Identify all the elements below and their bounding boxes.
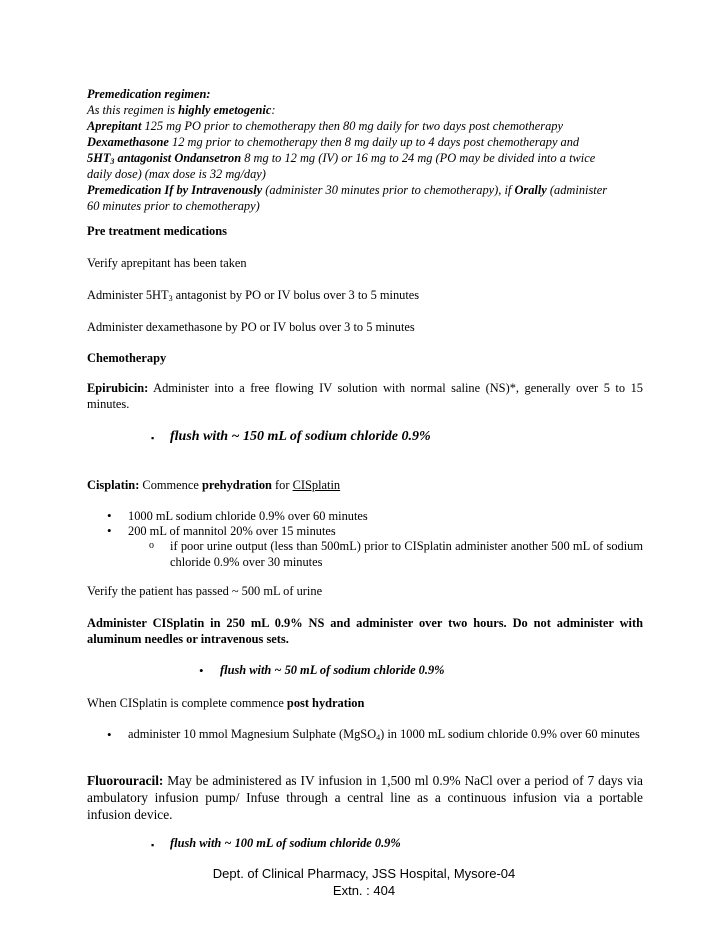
cisplatin-bullet-2: 200 mL of mannitol 20% over 15 minutes [128,524,336,538]
cisplatin-bullet-1: 1000 mL sodium chloride 0.9% over 60 minutes [128,509,368,523]
aprepitant-line: Aprepitant 125 mg PO prior to chemotherapy then 80 mg daily for two days post chemotherapy [87,119,563,133]
ondansetron-line: $5HT_3$ antagonist Ondansetron 8 mg to 12 mg (IV) or 16 mg to 24 mg (PO may be divided into a twice [87,151,596,166]
cisplatin-flush: flush with ~ 50 mL of sodium chloride 0.9% [220,663,445,677]
fluorouracil-flush: flush with ~ 100 mL of sodium chloride 0.9% [170,836,401,850]
epirubicin-flush: flush with ~ 150 mL of sodium chloride 0.9% [170,429,431,444]
post-hydration-line: When CISplatin is complete commence post hydration [87,696,365,710]
pretreatment-heading: Pre treatment medications [87,224,227,238]
footer-extension: Extn. : 404 [332,883,396,898]
bullet-dot-icon: • [107,523,112,538]
premedication-intro: As this regimen is highly emetogenic: [87,103,276,117]
administer-dexamethasone: Administer dexamethasone by PO or IV bolus over 3 to 5 minutes [87,320,415,334]
bullet-dot-icon: • [107,727,112,742]
page-footer [0,865,728,899]
fluorouracil-paragraph: Fluorouracil: May be administered as IV infusion in 1,500 ml 0.9% NaCl over a period of 7 days via ambulatory infusion pump/ Infuse through a central line as a continuous infusion via a portable infusion device. [87,773,643,822]
route-line-2: 60 minutes prior to chemotherapy) [87,199,260,213]
magnesium-bullet: administer 10 mmol Magnesium Sulphate (MgSO$_4$) in 1000 mL sodium chloride 0.9% over 60 minutes [128,727,640,742]
footer-department: Dept. of Clinical Pharmacy, JSS Hospital, Mysore-04 [212,866,516,881]
chemotherapy-heading: Chemotherapy [87,351,167,365]
square-bullet-icon: ▪ [151,433,155,443]
premedication-section [87,86,643,214]
sub-bullet-circle-icon: o [149,540,154,551]
epirubicin-paragraph: Epirubicin: Administer into a free flowing IV solution with normal saline (NS)*, generally over 5 to 15 minutes. [87,381,643,411]
administer-cisplatin: Administer CISplatin in 250 mL 0.9% NS and administer over two hours. Do not administer with aluminum needles or intravenous sets. [87,616,643,646]
route-line: Premedication If by Intravenously (administer 30 minutes prior to chemotherapy), if Orally (administer [87,183,608,197]
cisplatin-paragraph: Cisplatin: Commence prehydration for CISplatin [87,478,341,492]
premedication-heading: Premedication regimen: [87,87,211,101]
dexamethasone-line: Dexamethasone 12 mg prior to chemotherapy then 8 mg daily up to 4 days post chemotherapy and [87,135,580,149]
cisplatin-sub-bullet: if poor urine output (less than 500mL) prior to CISplatin administer another 500 mL of sodium chloride 0.9% over 30 minutes [170,539,643,569]
ondansetron-line-2: daily dose) (max dose is 32 mg/day) [87,167,266,181]
square-bullet-icon: ▪ [151,840,155,850]
bullet-dot-icon: • [107,508,112,523]
bullet-dot-icon: • [199,663,204,678]
verify-aprepitant: Verify aprepitant has been taken [87,256,247,270]
verify-urine: Verify the patient has passed ~ 500 mL of urine [87,584,323,598]
administer-5ht3: Administer $5HT_3$ antagonist by PO or IV bolus over 3 to 5 minutes [87,288,420,303]
